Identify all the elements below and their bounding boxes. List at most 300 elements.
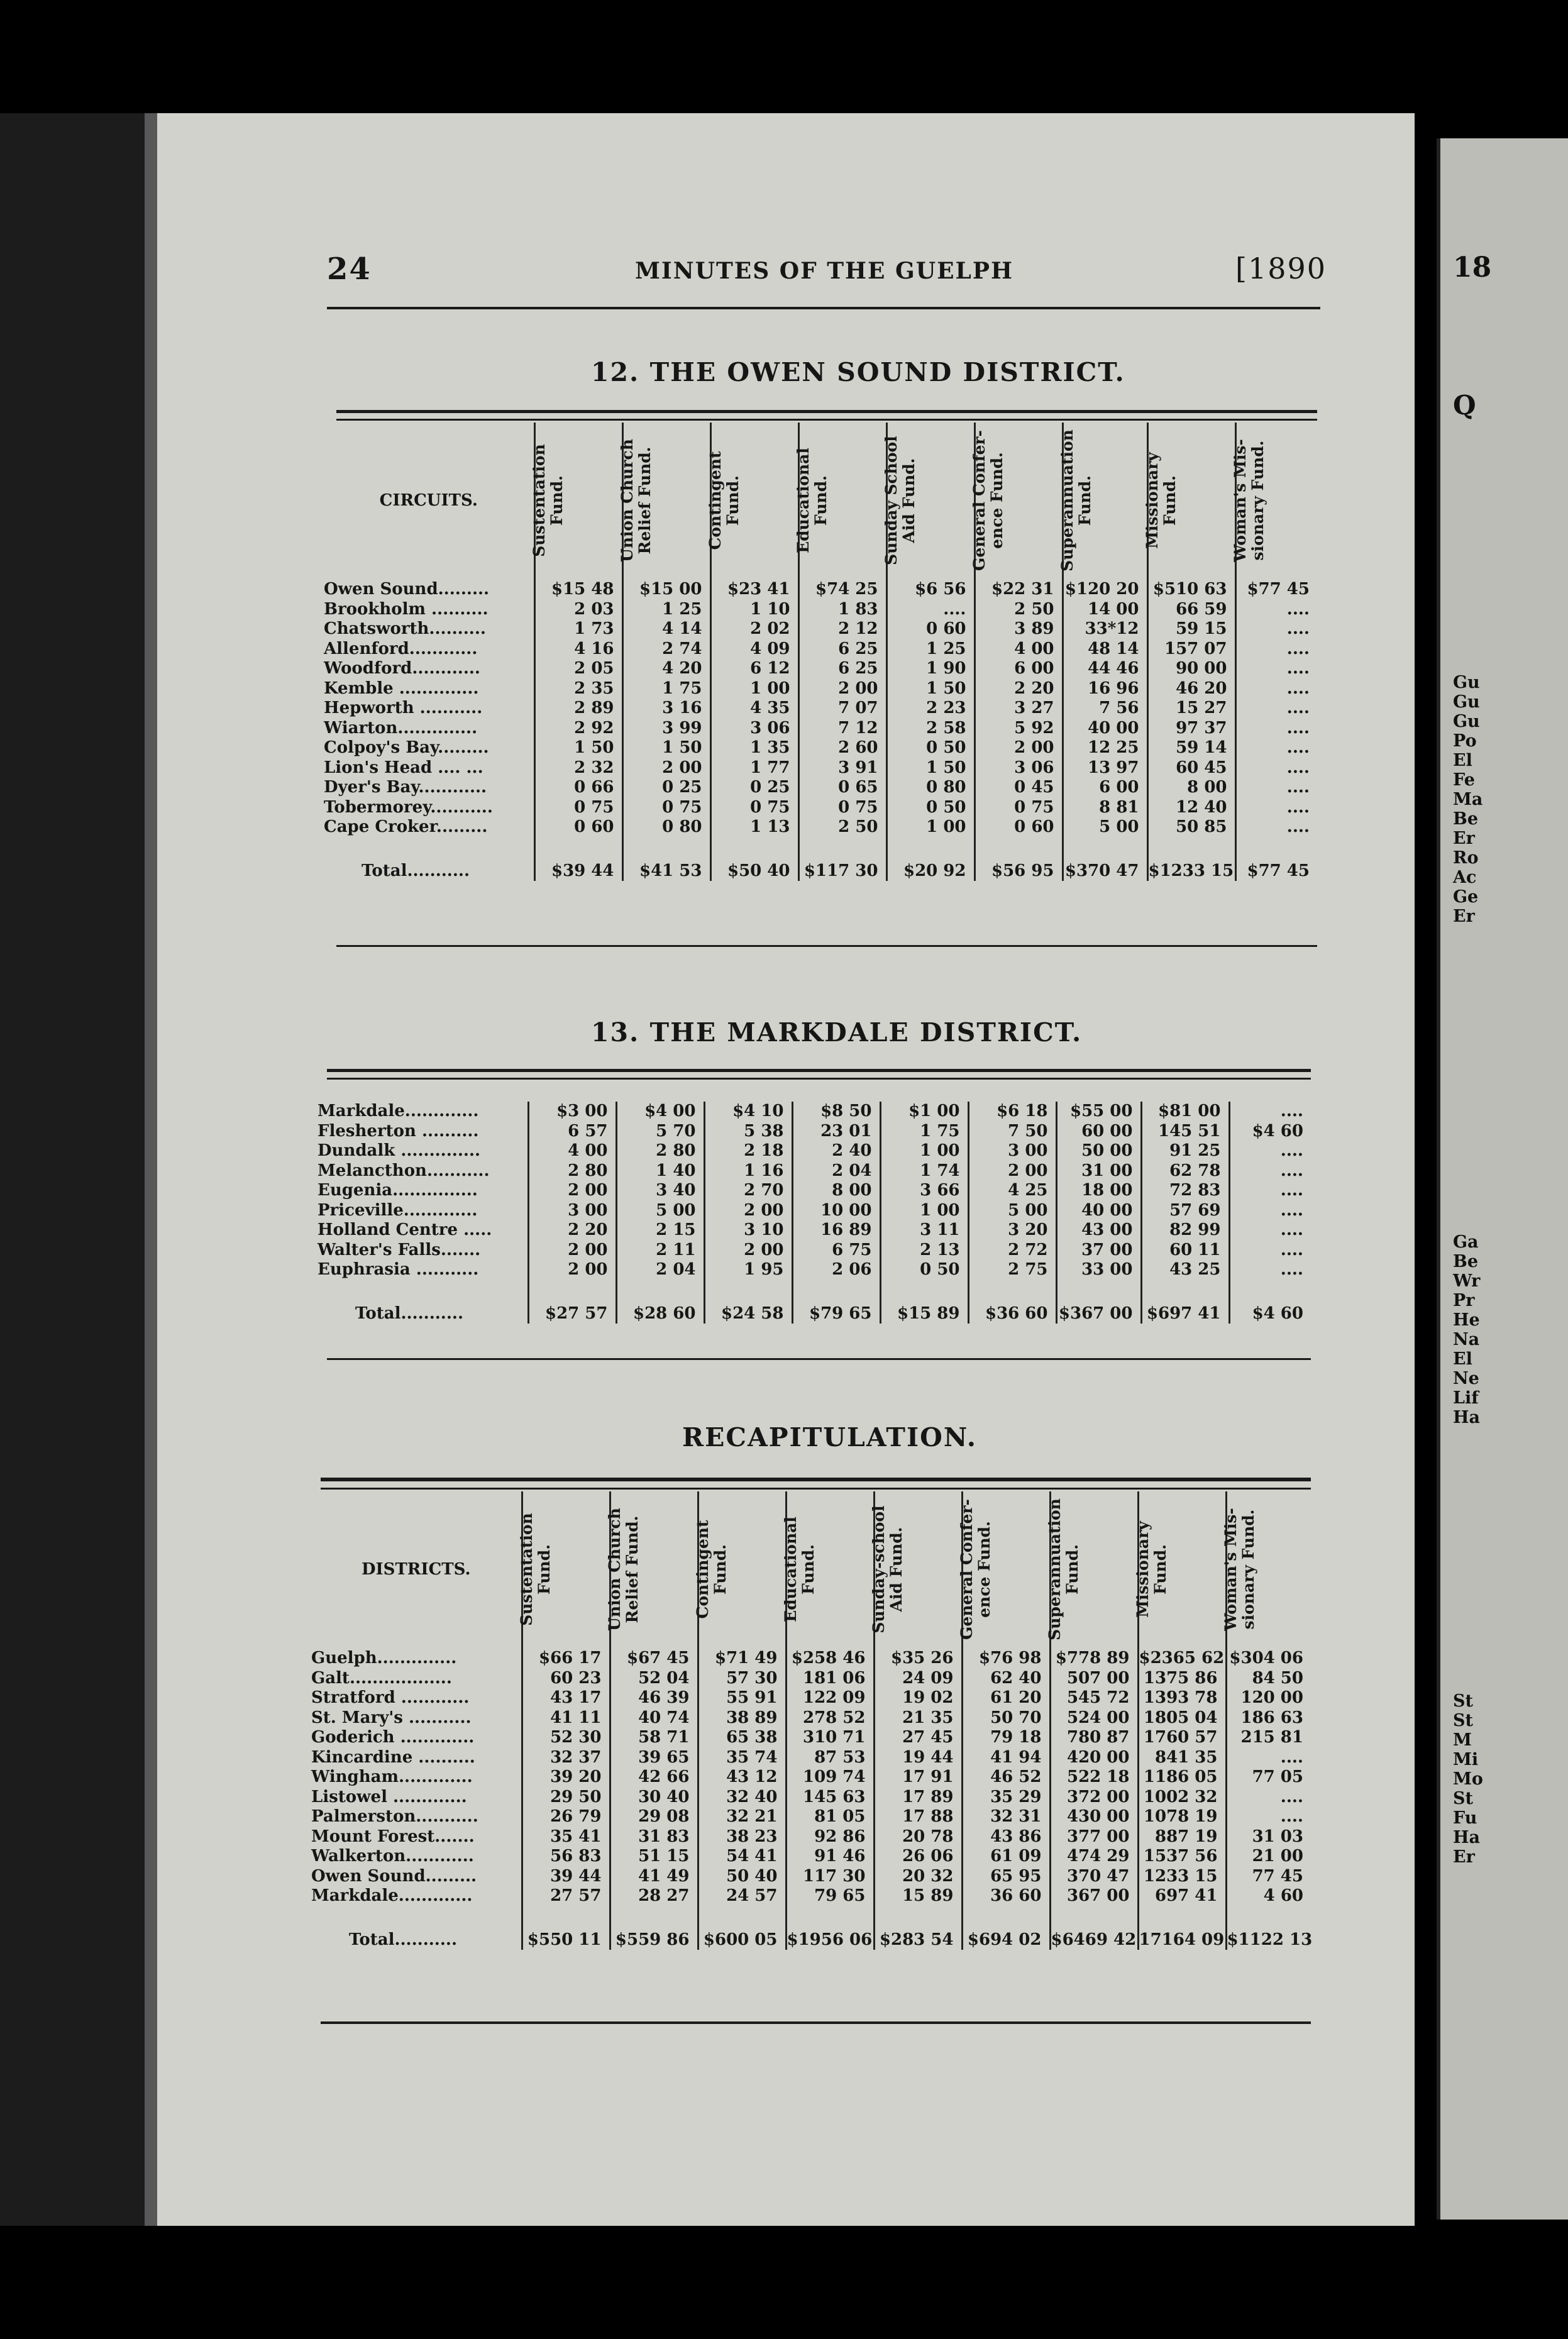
fund-cell: 1375 86 [1138,1669,1226,1689]
fund-cell: .... [1235,699,1317,719]
fund-cell: $2365 62 [1138,1649,1226,1669]
fund-cell: 0 25 [710,778,798,798]
fund-cell: $120 20 [1063,580,1147,600]
table-row [317,1201,1311,1221]
fund-cell: 50 40 [698,1867,786,1887]
fund-cell: $559 86 [610,1916,698,1950]
fund-cell: 2 00 [798,679,886,699]
fund-cell: $23 41 [710,580,798,600]
fund-cell: 6 75 [792,1241,880,1261]
fund-cell: .... [1235,619,1317,639]
fund-cell: 4 16 [534,639,622,660]
fund-cell: 181 06 [786,1669,874,1689]
row-label: Wingham............. [311,1767,473,1786]
row-label: Hepworth ........... [324,699,483,717]
fund-cell: 0 75 [622,798,710,818]
fund-cell: .... [1229,1241,1311,1261]
table-row [317,1141,1311,1161]
row-label: Walter's Falls....... [317,1240,481,1259]
fund-cell: $77 45 [1235,580,1317,600]
recap-top-rule-2 [321,1488,1311,1490]
row-label: Wiarton.............. [324,718,478,738]
owen-sound-bottom-rule [336,945,1317,947]
fund-cell: 46 20 [1147,679,1235,699]
row-label: Brookholm .......... [324,599,489,619]
table-row [311,1728,1311,1748]
recap-header-union-church: Union Church Relief Fund. [610,1491,698,1649]
fund-cell: 43 17 [522,1688,610,1708]
spacer-row [324,838,1317,848]
recap-header-sunday-school: Sunday-school Aid Fund. [874,1491,962,1649]
fund-cell: .... [1229,1102,1311,1122]
fund-cell: $77 45 [1235,848,1317,882]
fund-cell: 79 65 [786,1886,874,1906]
column-header-union-church: Union Church Relief Fund. [622,423,710,580]
fund-cell: 0 60 [886,619,974,639]
fund-cell: $600 05 [698,1916,786,1950]
fund-cell: $71 49 [698,1649,786,1669]
fund-cell: .... [1226,1788,1311,1808]
fund-cell: .... [1235,817,1317,838]
fund-cell: 60 45 [1147,758,1235,778]
fund-cell: 87 53 [786,1748,874,1768]
fund-cell: 2 04 [792,1161,880,1181]
fund-cell: 2 00 [528,1181,616,1201]
fund-cell: 35 29 [962,1788,1050,1808]
row-label: St. Mary's ........... [311,1708,472,1727]
fund-cell: 120 00 [1226,1688,1311,1708]
fund-cell: 109 74 [786,1767,874,1788]
fund-cell: 4 35 [710,699,798,719]
column-header-general-conference: General Confer- ence Fund. [974,423,1063,580]
fund-cell: $8 50 [792,1102,880,1122]
fund-cell: 4 00 [528,1141,616,1161]
table-row [324,639,1317,660]
film-border-left [0,113,157,2226]
row-label: Galt.................. [311,1668,452,1688]
column-header-womans-missionary: Woman's Mis- sionary Fund. [1235,423,1317,580]
fund-cell: 0 80 [886,778,974,798]
fund-cell: $20 92 [886,848,974,882]
fund-cell: 3 91 [798,758,886,778]
fund-cell: 3 06 [710,719,798,739]
fund-cell: 38 23 [698,1827,786,1847]
row-label: Eugenia............... [317,1181,478,1200]
fund-cell: 81 05 [786,1807,874,1827]
markdale-title: 13. THE MARKDALE DISTRICT. [591,1017,1083,1048]
fund-cell: 90 00 [1147,659,1235,679]
fund-cell: 2 74 [622,639,710,660]
fund-cell: 0 60 [534,817,622,838]
recap-header-sustentation: Sustentation Fund. [522,1491,610,1649]
fund-cell: 79 18 [962,1728,1050,1748]
fund-cell: 2 18 [704,1141,792,1161]
fund-cell: 3 06 [974,758,1063,778]
fund-cell: 5 38 [704,1122,792,1142]
fund-cell: 1 25 [622,600,710,620]
fund-cell: $4 60 [1229,1290,1311,1324]
fund-cell: $39 44 [534,848,622,882]
fund-cell: 1 83 [798,600,886,620]
fund-cell: $81 00 [1141,1102,1229,1122]
fund-cell: 1 90 [886,659,974,679]
fund-cell: 43 86 [962,1827,1050,1847]
fund-cell: 2 32 [534,758,622,778]
fund-cell: .... [886,600,974,620]
fund-cell: 0 50 [886,738,974,758]
table-row [311,1867,1311,1887]
fund-cell: 31 03 [1226,1827,1311,1847]
fund-cell: 35 74 [698,1748,786,1768]
row-label: Holland Centre ..... [317,1220,492,1239]
fund-cell: 2 50 [974,600,1063,620]
fund-cell: 6 00 [1063,778,1147,798]
fund-cell: 19 02 [874,1688,962,1708]
fund-cell: 5 70 [616,1122,704,1142]
fund-cell: 1 00 [886,817,974,838]
fund-cell: 8 00 [792,1181,880,1201]
fund-cell: 4 00 [974,639,1063,660]
row-label: Cape Croker......... [324,817,488,836]
fund-cell: 41 49 [610,1867,698,1887]
fund-cell: 1 95 [704,1260,792,1280]
table-row [311,1767,1311,1788]
table-row [324,817,1317,838]
row-label: Goderich ............. [311,1728,475,1747]
recap-header-superannuation: Superannuation Fund. [1050,1491,1138,1649]
fund-cell: 8 00 [1147,778,1235,798]
table-row [317,1241,1311,1261]
fund-cell: 17 88 [874,1807,962,1827]
fund-cell: 215 81 [1226,1728,1311,1748]
fund-cell: 367 00 [1050,1886,1138,1906]
fund-cell: 7 12 [798,719,886,739]
fund-cell: 6 25 [798,659,886,679]
fund-cell: $79 65 [792,1290,880,1324]
owen-sound-top-rule-2 [336,419,1317,421]
total-label: Total........... [355,1303,464,1323]
fund-cell: 5 00 [968,1201,1056,1221]
fund-cell: 5 92 [974,719,1063,739]
total-label: Total........... [362,861,470,880]
fund-cell: 2 70 [704,1181,792,1201]
fund-cell: 32 21 [698,1807,786,1827]
fund-cell: 60 00 [1056,1122,1141,1142]
fund-cell: 92 86 [786,1827,874,1847]
fund-cell: 41 11 [522,1708,610,1728]
row-label: Flesherton .......... [317,1121,479,1141]
fund-cell: 27 45 [874,1728,962,1748]
fund-cell: 24 57 [698,1886,786,1906]
fund-cell: 145 51 [1141,1122,1229,1142]
fund-cell: 841 35 [1138,1748,1226,1768]
fund-cell: 8 81 [1063,798,1147,818]
fund-cell: 19 44 [874,1748,962,1768]
fund-cell: 1 77 [710,758,798,778]
table-row [317,1161,1311,1181]
fund-cell: $550 11 [522,1916,610,1950]
fund-cell: 2 60 [798,738,886,758]
markdale-top-rule-2 [327,1078,1311,1080]
fund-cell: 2 06 [792,1260,880,1280]
fund-cell: 56 83 [522,1847,610,1867]
fund-cell: $41 53 [622,848,710,882]
owen-sound-table [324,423,1317,881]
fund-cell: $35 26 [874,1649,962,1669]
owen-sound-top-rule [336,410,1317,413]
fund-cell: $283 54 [874,1916,962,1950]
fund-cell: 0 75 [534,798,622,818]
fund-cell: $4 60 [1229,1122,1311,1142]
fund-cell: 4 20 [622,659,710,679]
fund-cell: 2 00 [528,1260,616,1280]
fund-cell: $1233 15 [1147,848,1235,882]
facing-page-fragment [1437,138,1568,2220]
markdale-top-rule [327,1069,1311,1072]
table-row [311,1748,1311,1768]
fund-cell: 59 15 [1147,619,1235,639]
fund-cell: 2 75 [968,1260,1056,1280]
fund-cell: $1 00 [880,1102,968,1122]
fund-cell: $76 98 [962,1649,1050,1669]
fund-cell: 48 14 [1063,639,1147,660]
fund-cell: 21 35 [874,1708,962,1728]
table-row [311,1847,1311,1867]
table-row [317,1220,1311,1241]
fund-cell: 0 80 [622,817,710,838]
fund-cell: 2 02 [710,619,798,639]
recap-header-missionary: Missionary Fund. [1138,1491,1226,1649]
spacer-row [311,1906,1311,1916]
fund-cell: .... [1226,1807,1311,1827]
fund-cell: .... [1229,1181,1311,1201]
fund-cell: 39 44 [522,1867,610,1887]
fund-cell: 4 14 [622,619,710,639]
fund-cell: 1 13 [710,817,798,838]
fund-cell: .... [1235,600,1317,620]
table-row [324,738,1317,758]
fund-cell: 42 66 [610,1767,698,1788]
fund-cell: 524 00 [1050,1708,1138,1728]
fund-cell: 28 27 [610,1886,698,1906]
fund-cell: 16 89 [792,1220,880,1241]
fund-cell: 186 63 [1226,1708,1311,1728]
fund-cell: 1805 04 [1138,1708,1226,1728]
fund-cell: 26 06 [874,1847,962,1867]
fund-cell: 37 00 [1056,1241,1141,1261]
fund-cell: 43 12 [698,1767,786,1788]
fund-cell: 15 27 [1147,699,1235,719]
fund-cell: $66 17 [522,1649,610,1669]
fund-cell: 117 30 [786,1867,874,1887]
fund-cell: 12 40 [1147,798,1235,818]
fund-cell: $55 00 [1056,1102,1141,1122]
fund-cell: 2 00 [968,1161,1056,1181]
column-header-districts: DISTRICTS. [361,1560,471,1579]
column-header-sustentation: Sustentation Fund. [534,423,622,580]
fund-cell: $6469 42 [1050,1916,1138,1950]
fund-cell: 31 83 [610,1827,698,1847]
fund-cell: 545 72 [1050,1688,1138,1708]
fund-cell: 2 92 [534,719,622,739]
fund-cell: 0 75 [710,798,798,818]
fund-cell: 2 50 [798,817,886,838]
header-year: [1890 [1235,252,1327,285]
total-row [311,1916,1311,1950]
recap-header-contingent: Contingent Fund. [698,1491,786,1649]
recap-header-row [311,1491,1311,1649]
fund-cell: .... [1235,639,1317,660]
fund-cell: 59 14 [1147,738,1235,758]
fund-cell: 20 32 [874,1867,962,1887]
fund-cell: 31 00 [1056,1161,1141,1181]
fund-cell: 91 25 [1141,1141,1229,1161]
fund-cell: 1 00 [880,1201,968,1221]
fund-cell: 65 38 [698,1728,786,1748]
fund-cell: 3 40 [616,1181,704,1201]
fund-cell: 2 20 [974,679,1063,699]
table-row [324,659,1317,679]
fund-cell: $15 48 [534,580,622,600]
fund-cell: 60 11 [1141,1241,1229,1261]
recap-title: RECAPITULATION. [682,1422,977,1452]
fund-cell: 33*12 [1063,619,1147,639]
fund-cell: 3 89 [974,619,1063,639]
fund-cell: 310 71 [786,1728,874,1748]
fund-cell: 17 91 [874,1767,962,1788]
fund-cell: 1 50 [886,758,974,778]
table-row [324,719,1317,739]
fund-cell: 14 00 [1063,600,1147,620]
fund-cell: 2 13 [880,1241,968,1261]
fund-cell: $694 02 [962,1916,1050,1950]
fund-cell: 91 46 [786,1847,874,1867]
fund-cell: 1 00 [710,679,798,699]
fund-cell: 39 20 [522,1767,610,1788]
fund-cell: 60 23 [522,1669,610,1689]
row-label: Mount Forest....... [311,1827,475,1846]
fund-cell: 43 00 [1056,1220,1141,1241]
row-label: Listowel ............. [311,1787,467,1806]
fund-cell: 17164 09 [1138,1916,1226,1950]
fund-cell: 1233 15 [1138,1867,1226,1887]
fund-cell: 522 18 [1050,1767,1138,1788]
fund-cell: 122 09 [786,1688,874,1708]
fund-cell: 1393 78 [1138,1688,1226,1708]
fund-cell: $1122 13 [1226,1916,1311,1950]
fund-cell: $27 57 [528,1290,616,1324]
table-row [317,1122,1311,1142]
fund-cell: $67 45 [610,1649,698,1669]
facing-page-list-1: Gu Gu Gu Po El Fe Ma Be Er Ro Ac Ge Er [1453,673,1483,926]
total-row [317,1290,1311,1324]
fund-cell: 97 37 [1147,719,1235,739]
fund-cell: 370 47 [1050,1867,1138,1887]
table-row [324,758,1317,778]
fund-cell: 82 99 [1141,1220,1229,1241]
page-number: 24 [327,252,372,287]
fund-cell: $3 00 [528,1102,616,1122]
fund-cell: 3 99 [622,719,710,739]
fund-cell: 32 37 [522,1748,610,1768]
fund-cell: 1760 57 [1138,1728,1226,1748]
fund-cell: 0 66 [534,778,622,798]
table-row [324,679,1317,699]
fund-cell: 2 80 [616,1141,704,1161]
fund-cell: 21 00 [1226,1847,1311,1867]
row-label: Stratford ............ [311,1688,470,1707]
fund-cell: 6 12 [710,659,798,679]
fund-cell: 2 23 [886,699,974,719]
fund-cell: $117 30 [798,848,886,882]
fund-cell: 2 72 [968,1241,1056,1261]
table-row [324,778,1317,798]
row-label: Euphrasia ........... [317,1260,479,1279]
table-row [311,1886,1311,1906]
row-label: Palmerston........... [311,1807,478,1826]
fund-cell: 2 00 [622,758,710,778]
fund-cell: 3 11 [880,1220,968,1241]
fund-cell: $367 00 [1056,1290,1141,1324]
fund-cell: 1078 19 [1138,1807,1226,1827]
running-title: MINUTES OF THE GUELPH [635,258,1013,284]
fund-cell: .... [1235,659,1317,679]
fund-cell: 2 58 [886,719,974,739]
fund-cell: $778 89 [1050,1649,1138,1669]
fund-cell: 16 96 [1063,679,1147,699]
fund-cell: 2 89 [534,699,622,719]
fund-cell: $304 06 [1226,1649,1311,1669]
fund-cell: 3 10 [704,1220,792,1241]
recap-header-educational: Educational Fund. [786,1491,874,1649]
fund-cell: 7 56 [1063,699,1147,719]
facing-page-title: Q [1453,390,1476,421]
fund-cell: 2 11 [616,1241,704,1261]
fund-cell: 40 00 [1063,719,1147,739]
fund-cell: 0 65 [798,778,886,798]
fund-cell: 1 74 [880,1161,968,1181]
fund-cell: 33 00 [1056,1260,1141,1280]
fund-cell: 46 39 [610,1688,698,1708]
column-header-superannuation: Superannuation Fund. [1063,423,1147,580]
fund-cell: 26 79 [522,1807,610,1827]
spacer-row [317,1280,1311,1290]
fund-cell: 1 50 [534,738,622,758]
fund-cell: 0 75 [798,798,886,818]
fund-cell: 43 25 [1141,1260,1229,1280]
fund-cell: 6 25 [798,639,886,660]
fund-cell: 2 35 [534,679,622,699]
fund-cell: 50 00 [1056,1141,1141,1161]
fund-cell: 1 75 [622,679,710,699]
fund-cell: 1537 56 [1138,1847,1226,1867]
fund-cell: 24 09 [874,1669,962,1689]
fund-cell: 7 07 [798,699,886,719]
row-label: Allenford............ [324,639,478,658]
markdale-bottom-rule [327,1358,1311,1360]
fund-cell: .... [1229,1220,1311,1241]
facing-page-number: 18 [1453,252,1492,284]
row-label: Kemble .............. [324,678,479,698]
fund-cell: 145 63 [786,1788,874,1808]
header-rule [327,307,1320,309]
fund-cell: 62 78 [1141,1161,1229,1181]
table-row [317,1181,1311,1201]
fund-cell: .... [1235,679,1317,699]
fund-cell: .... [1235,738,1317,758]
fund-cell: 430 00 [1050,1807,1138,1827]
fund-cell: 0 50 [880,1260,968,1280]
